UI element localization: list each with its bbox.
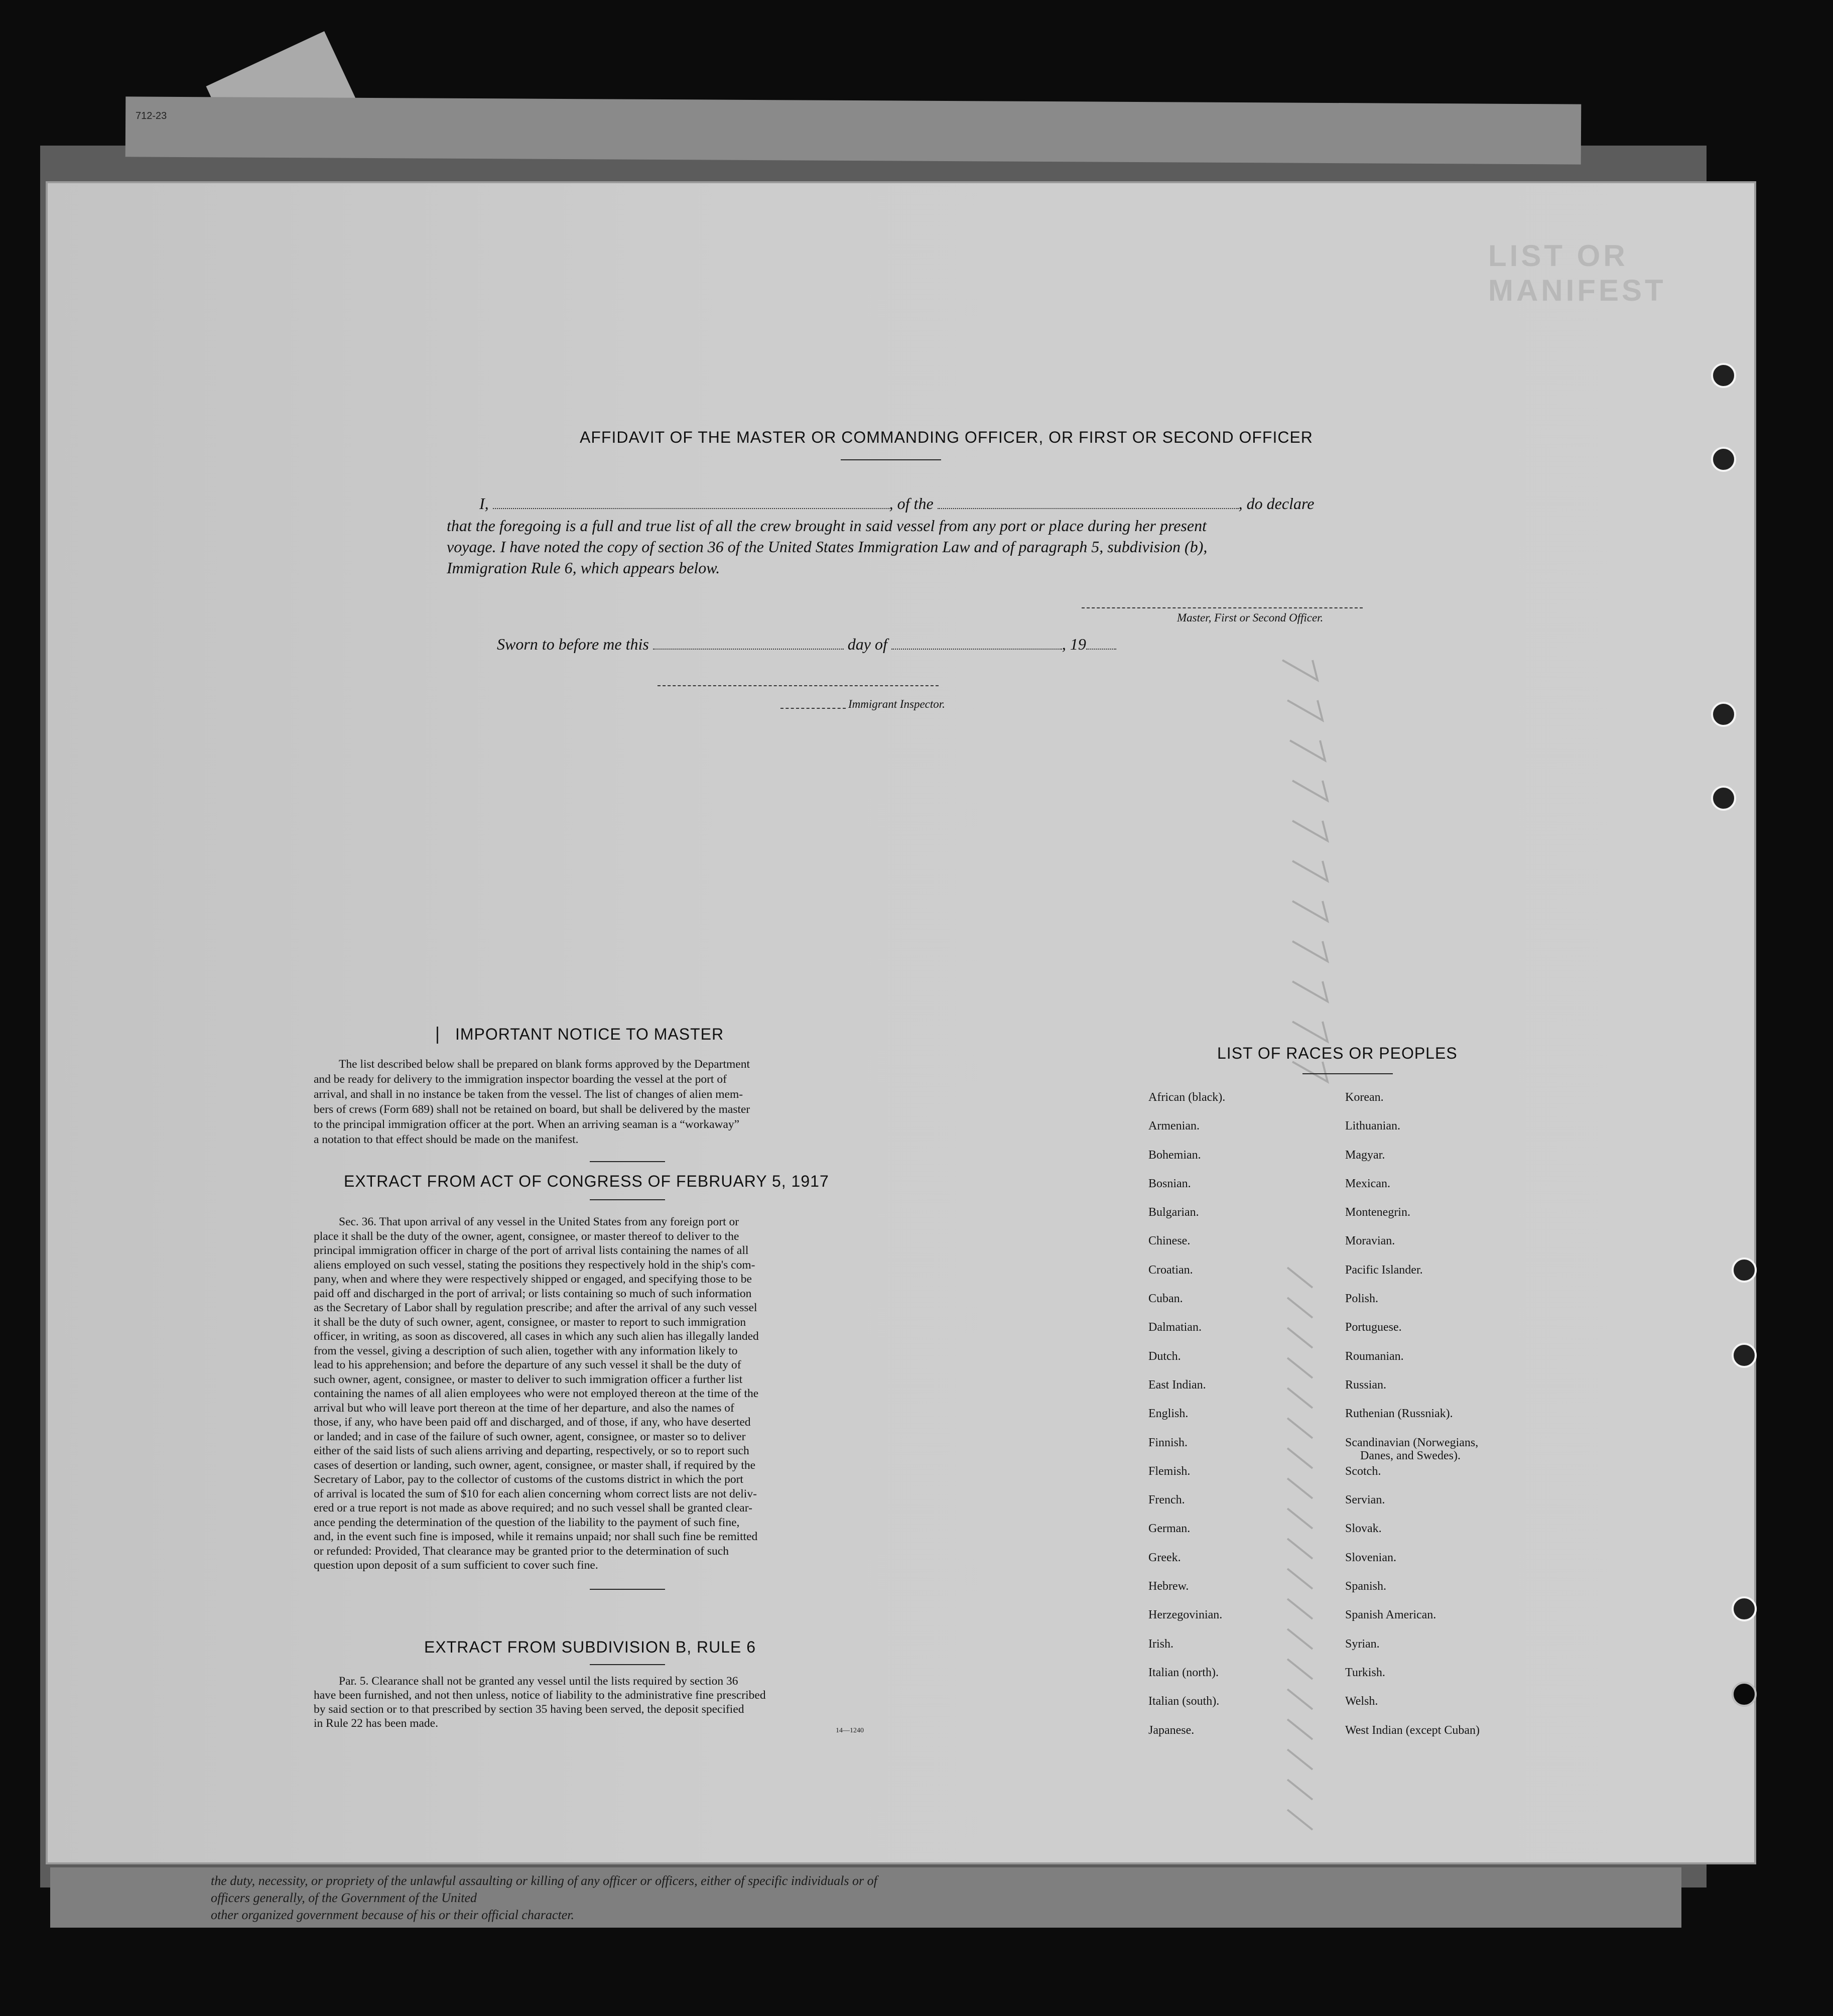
race-item: Bosnian. <box>1148 1177 1191 1190</box>
notice-line: arrival, and shall in no instance be taken from the vessel. The list of changes of alien mem- <box>314 1088 743 1101</box>
race-item: Bohemian. <box>1148 1148 1201 1162</box>
form-number: 14—1240 <box>836 1727 864 1734</box>
race-item: Welsh. <box>1345 1695 1378 1708</box>
notice-line: to the principal immigration officer at the port. When an arriving seaman is a “workaway” <box>314 1118 740 1131</box>
master-signature-line <box>1082 607 1363 608</box>
race-item: Greek. <box>1148 1551 1181 1564</box>
act-line: Secretary of Labor, pay to the collector of customs of the customs district in which the port <box>314 1473 743 1486</box>
act-line: those, if any, who have been paid off and discharged, and of those, if any, who have deserted <box>314 1416 751 1429</box>
notice-divider <box>590 1161 665 1162</box>
punch-hole <box>1711 786 1736 811</box>
punch-hole <box>1732 1596 1757 1621</box>
act-line: ance pending the determination of the question of the liability to the payment of such fine, <box>314 1516 740 1529</box>
race-item: Chinese. <box>1148 1234 1191 1248</box>
sworn-prefix: Sworn to before me this <box>497 635 649 653</box>
act-line: lead to his apprehension; and before the departure of any such vessel it shall be the duty of <box>314 1358 741 1371</box>
act-line: Sec. 36. That upon arrival of any vessel in the United States from any foreign port or <box>339 1215 739 1228</box>
affidavit-of-the: , of the <box>889 494 934 513</box>
race-item: Dutch. <box>1148 1349 1181 1363</box>
race-item: Spanish American. <box>1345 1608 1436 1622</box>
race-item: Slovak. <box>1345 1522 1382 1536</box>
underlying-page-text <box>211 1872 913 1924</box>
sworn-day-blank <box>653 649 844 650</box>
punch-hole <box>1732 1343 1757 1368</box>
act-line: as the Secretary of Labor shall by regulation prescribe; and after the arrival of any such vessel <box>314 1301 757 1314</box>
notice-line: bers of crews (Form 689) shall not be retained on board, but shall be delivered by the master <box>314 1103 750 1116</box>
name-blank <box>493 508 889 509</box>
rule-divider <box>590 1664 665 1665</box>
race-item: Magyar. <box>1345 1148 1385 1162</box>
race-item: Mexican. <box>1345 1177 1390 1190</box>
race-item: Irish. <box>1148 1637 1173 1651</box>
inspector-label: Immigrant Inspector. <box>848 698 945 710</box>
race-item: Portuguese. <box>1345 1321 1402 1334</box>
act-line: or refunded: Provided, That clearance may be granted prior to the determination of such <box>314 1544 729 1558</box>
affidavit-line-3: voyage. I have noted the copy of section 36 of the United States Immigration Law and of paragraph 5, subdivision (b), <box>447 538 1208 556</box>
act-line: principal immigration officer in charge of the port of arrival lists containing the names of all <box>314 1244 749 1257</box>
sworn-line <box>497 635 1116 654</box>
race-item: French. <box>1148 1493 1185 1507</box>
margin-mark <box>437 1027 438 1044</box>
act-extract-title: EXTRACT FROM ACT OF CONGRESS OF FEBRUARY 5, 1917 <box>344 1172 829 1190</box>
sworn-month-blank <box>891 649 1062 650</box>
race-item: Scotch. <box>1345 1464 1381 1478</box>
race-item: Italian (north). <box>1148 1666 1219 1679</box>
act-line: officer, in writing, as soon as discovered, all cases in which any such alien has illegally landed <box>314 1330 759 1343</box>
races-title: LIST OF RACES OR PEOPLES <box>1217 1044 1458 1062</box>
act-line: and, in the event such fine is imposed, while it remains unpaid; nor shall such fine be remitted <box>314 1530 758 1543</box>
affidavit-do-declare: , do declare <box>1238 494 1315 513</box>
master-signature-label: Master, First or Second Officer. <box>1177 611 1324 624</box>
act-line: it shall be the duty of such owner, agent, consignee, or master to report to such immigration <box>314 1315 746 1329</box>
race-item: East Indian. <box>1148 1378 1206 1392</box>
act-line: aliens employed on such vessel, stating the positions they respectively hold in the ship's com- <box>314 1258 755 1272</box>
rule-line: in Rule 22 has been made. <box>314 1717 438 1730</box>
underlying-page-top-strip <box>125 96 1582 164</box>
race-item: Herzegovinian. <box>1148 1608 1223 1622</box>
underlying-text-line: the duty, necessity, or propriety of the unlawful assaulting or killing of any officer or officers, either of specific individuals or of officers generally, of the Government of the United <box>211 1873 877 1905</box>
race-item: Japanese. <box>1148 1723 1195 1737</box>
race-item: English. <box>1148 1407 1189 1421</box>
race-item: Bulgarian. <box>1148 1206 1199 1219</box>
race-item-line: Danes, and Swedes). <box>1360 1449 1461 1462</box>
race-item: West Indian (except Cuban) <box>1345 1723 1480 1737</box>
race-item: Cuban. <box>1148 1292 1183 1306</box>
notice-title: IMPORTANT NOTICE TO MASTER <box>455 1025 724 1043</box>
race-item: German. <box>1148 1522 1191 1536</box>
sworn-year: , 19 <box>1062 635 1086 653</box>
act-line: pany, when and where they were respectively shipped or engaged, and specifying those to be <box>314 1273 752 1286</box>
race-item: Roumanian. <box>1345 1349 1404 1363</box>
race-item: Hebrew. <box>1148 1580 1189 1593</box>
race-item: Finnish. <box>1148 1436 1188 1449</box>
affidavit-title: AFFIDAVIT OF THE MASTER OR COMMANDING OFFICER, OR FIRST OR SECOND OFFICER <box>580 428 1313 446</box>
rule-line: Par. 5. Clearance shall not be granted any vessel until the lists required by section 36 <box>339 1675 738 1688</box>
punch-hole <box>1732 1257 1757 1283</box>
race-item: Italian (south). <box>1148 1695 1220 1708</box>
act-line: from the vessel, giving a description of such alien, together with any information likely to <box>314 1344 738 1357</box>
title-divider <box>841 459 941 460</box>
affidavit-line-4: Immigration Rule 6, which appears below. <box>447 559 720 577</box>
inspector-signature-line <box>658 685 939 686</box>
act-divider <box>590 1199 665 1200</box>
races-left-column <box>1148 1091 1225 1752</box>
race-item: Servian. <box>1345 1493 1385 1507</box>
inspector-short-line <box>780 708 846 709</box>
notice-line: and be ready for delivery to the immigration inspector boarding the vessel at the port of <box>314 1073 727 1086</box>
race-item: Montenegrin. <box>1345 1206 1410 1219</box>
race-item: Armenian. <box>1148 1119 1200 1133</box>
act-line: arrival but who will leave port thereon at the time of her departure, and also the names of <box>314 1401 734 1415</box>
race-item: Croatian. <box>1148 1263 1193 1277</box>
rule-extract-paragraph <box>314 1674 936 1730</box>
act-line: question upon deposit of a sum sufficient to cover such fine. <box>314 1559 598 1572</box>
act-line: place it shall be the duty of the owner, agent, consignee, or master thereof to deliver to the <box>314 1229 739 1243</box>
act-end-divider <box>590 1589 665 1590</box>
bleed-through-text: LIST OR MANIFEST <box>1488 239 1666 307</box>
act-line: such owner, agent, consignee, or master to deliver to such immigration officer a further list <box>314 1372 743 1386</box>
punch-hole <box>1711 447 1736 472</box>
notice-line: The list described below shall be prepared on blank forms approved by the Department <box>339 1058 750 1071</box>
rule-extract-title: EXTRACT FROM SUBDIVISION B, RULE 6 <box>424 1638 756 1656</box>
affidavit-line-2: that the foregoing is a full and true list of all the crew brought in said vessel from any port or place during her present <box>447 517 1207 535</box>
act-line: cases of desertion or landing, such owner, agent, consignee, or master shall, if required by the <box>314 1458 756 1472</box>
affidavit-i: I, <box>479 494 489 513</box>
race-item-line: Scandinavian (Norwegians, <box>1345 1436 1479 1449</box>
race-item: Russian. <box>1345 1378 1387 1392</box>
race-item: African (black). <box>1148 1091 1226 1104</box>
race-item: Spanish. <box>1345 1580 1387 1593</box>
race-item: Dalmatian. <box>1148 1321 1202 1334</box>
races-divider <box>1302 1073 1393 1074</box>
underlying-form-number: 712-23 <box>136 110 167 121</box>
act-line: either of the said lists of such aliens arriving and departing, respectively, or so to report such <box>314 1444 749 1457</box>
race-item: Polish. <box>1345 1292 1379 1306</box>
rule-line: have been furnished, and not then unless, notice of liability to the administrative fine prescribed <box>314 1689 766 1702</box>
race-item: Flemish. <box>1148 1464 1191 1478</box>
race-item: Pacific Islander. <box>1345 1263 1423 1277</box>
act-extract-paragraph <box>314 1215 936 1573</box>
race-item: Lithuanian. <box>1345 1119 1400 1133</box>
act-line: ered or a true report is not made as above required; and no such vessel shall be granted clear- <box>314 1501 752 1515</box>
race-item: Slovenian. <box>1345 1551 1396 1564</box>
affidavit-declaration-line <box>479 494 1314 513</box>
sworn-day-of: day of <box>847 635 887 653</box>
notice-line: a notation to that effect should be made on the manifest. <box>314 1133 579 1146</box>
act-line: paid off and discharged in the port of arrival; or lists containing so much of such information <box>314 1287 752 1300</box>
act-line: or landed; and in case of the failure of such owner, agent, consignee, or master so to deliver <box>314 1430 746 1443</box>
punch-hole <box>1732 1682 1757 1707</box>
act-line: containing the names of all alien employees who were not employed thereon at the time of the <box>314 1387 759 1400</box>
sworn-year-blank <box>1086 649 1116 650</box>
rule-line: by said section or to that prescribed by section 35 having been served, the deposit specified <box>314 1703 744 1716</box>
race-item: Syrian. <box>1345 1637 1380 1651</box>
act-line: of arrival is located the sum of $10 for each alien concerning whom correct lists are not deliv- <box>314 1487 757 1500</box>
race-item: Turkish. <box>1345 1666 1385 1679</box>
vessel-blank <box>938 508 1239 509</box>
race-item: Moravian. <box>1345 1234 1395 1248</box>
race-item: Korean. <box>1345 1091 1384 1104</box>
notice-paragraph <box>314 1057 936 1147</box>
punch-hole <box>1711 363 1736 388</box>
form-page <box>48 183 1754 1862</box>
punch-hole <box>1711 702 1736 727</box>
underlying-text-line: other organized government because of his or their official character. <box>211 1908 575 1922</box>
races-right-column <box>1345 1091 1480 1752</box>
race-item <box>1345 1436 1480 1465</box>
race-item: Ruthenian (Russniak). <box>1345 1407 1453 1421</box>
